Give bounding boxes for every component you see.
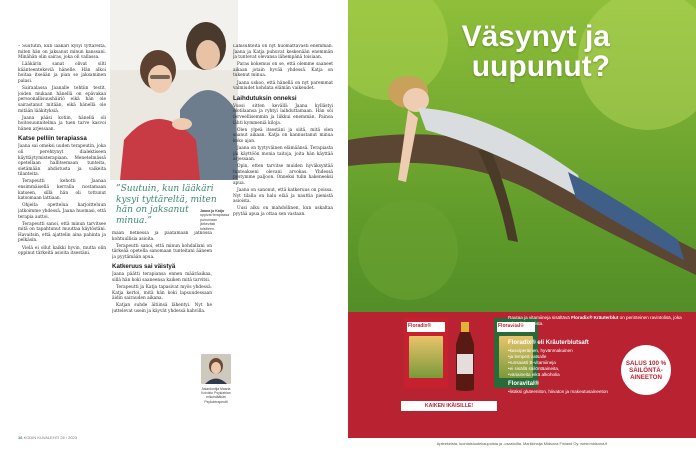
mother-daughter-photo <box>110 0 238 180</box>
body-paragraph: Opin, etten tarvitse muiden hyväksyntää tunteakseni olevani arvokas. Yhdessä pystymme paljoon. Onneksi tulin hakeneeksi apua. <box>233 164 333 186</box>
page-folio <box>18 435 77 440</box>
bottle-icon <box>452 322 478 392</box>
product-box-floradix <box>404 318 448 388</box>
feature-item: • ja lempeä vatsalle <box>508 354 626 360</box>
article-column-3 <box>233 44 333 424</box>
ad-footer-text: Apteekeista, luontaistuotekaupoista ja -osastoilta. Markkinoija Midsona Finland Oy. www.midsona.fi <box>436 441 608 446</box>
expert-caption: Asiantuntija Maaria Koivisto Psykiatrian erikoislääkäri Psykoterapeutti <box>201 387 231 404</box>
body-paragraph: Paras kokemus on se, että olemme saaneet aikaan jotain hyvää yhdessä. Katja on tukenut minua. <box>233 62 333 79</box>
subheading: Katse pelliin terapiassa <box>18 135 87 143</box>
feature-item: • runsaasti B-vitamiineja <box>508 360 626 366</box>
body-paragraph: Terapeutti ja Katja tapasivat myös yhdessä. Katja kertoi, mitä hän koki lapsuudessaan äidin sairauden aikana. <box>112 285 212 302</box>
subheading: Laihdutuksin onneksi <box>233 94 297 102</box>
caption-names: Jaana ja Katja <box>200 209 224 213</box>
page-number: 16 <box>18 435 23 440</box>
body-paragraph: Jaana sai omeksi uuden terapeutin, joka oli perehtynyt dialektiseen käyttäytymisterapiaan. Menetelmässä opetellaan hallitsemaan tunteita, sietämään ahdistusta ja vaikeita tilanteita. <box>18 144 106 178</box>
features-list-2 <box>508 389 626 395</box>
body-paragraph: Terapeutti sanoi, että minun tarvitsee mitä on tapahtunut muuttaa käytöstäni. Havaitsin, että ajattelin aina pahinta ja pelkäsin. <box>18 221 106 244</box>
ad-headline: Väsynyt ja uupunut? <box>461 20 610 83</box>
body-paragraph: Lähisuhteita on nyt huomattavasti enemmän. Jaana ja Katja puhuvat keskenään enemmän ja tuntevat olevansa lähempänä toisiaan. <box>233 44 333 61</box>
magazine-issue: KODIN KUVALEHTI 26 / 2023 <box>23 435 78 440</box>
features-list <box>508 348 626 378</box>
body-paragraph: Terapeutti kehotti Jaanaa ensimmäisellä kerralla nostamaan katseen, sillä hän oli tottunut katsomaan lattiaan. <box>18 179 106 202</box>
feature-item: • ei sisällä säilöntäaineita, <box>508 366 626 372</box>
body-paragraph: Jaana on tyytyväinen elämäänsä. Terapiasta jäi käyttöön monia taitoja, joita hän käyttää arjessaan. <box>233 145 333 163</box>
product-features <box>508 340 626 395</box>
product-name: Floravital® <box>498 323 524 329</box>
body-paragraph: mään hetkessä ja päätämään jatkossa kohtuullisia asioita. <box>112 231 212 242</box>
body-paragraph: Katjan suhde äitiinsä lähentyi. Nyt he juttelevat usein ja käyvät yhdessä kahvilla. <box>112 303 212 315</box>
article-photo <box>110 0 238 180</box>
body-paragraph: – Suututin, kun lääkäri kysyi tyttäreltä, miten hän on jaksanut minun kanssani. Minähän olin sairas, joka oli vallassa. <box>18 44 106 61</box>
body-paragraph: Jaana on sanonut, että katkeruus on poissa. Nyt tilalla on halu elää ja nauttia pienistä asioista. <box>233 188 333 205</box>
body-paragraph: Jaana pääsi kotiin, hänellä oli hoitosuunnitelma ja tuen tarve kasvoi hänen arjessaan. <box>18 115 106 132</box>
feature-item: • kasviperäinen, hyvänmakuinen <box>508 348 626 354</box>
age-banner: KAIKEN IKÄISILLE! <box>400 400 498 412</box>
caption-text: oppivat terapiassa puhumaan järkevästi toisilleen. <box>200 213 230 231</box>
body-paragraph: Jaana päätti terapiansa ennen määräaikaa, sillä hän koki saaneensa kaiken mitä tarvitsi. <box>112 272 212 284</box>
body-paragraph: Lääkärin sanat olivat silti käänteentekeviä hänelle. Hän alkoi hoitaa itseään ja pian se jaksaminen palasi. <box>18 62 106 85</box>
body-paragraph: Terapeutti sanoi, että minun kohdallani on tärkeää opetella sanomaan tunteitani ääneen ja pyytämään apua. <box>112 243 212 260</box>
advertisement-page <box>348 0 696 450</box>
body-paragraph: Vielä ei ollut kaikki hyvin, mutta olin oppinut tärkeitä asioita itsestäni. <box>18 245 106 257</box>
product-name: Floradix® <box>408 323 432 329</box>
pull-quote: ”Suutuin, kun lääkäri kysyi tyttäreltä, miten hän on jaksanut minua.” <box>116 184 217 226</box>
subheading: Katkeruus sai väistyä <box>112 263 176 271</box>
expert-portrait <box>201 354 231 384</box>
body-paragraph: Jaana uskoo, että hänellä on nyt paremmat valmiudet kohdata elämän vaikeudet. <box>233 80 333 92</box>
body-paragraph: Vuosi sitten kevällä Jaana kyllästyi olotilaansa ja ryhtyi laihduttamaan. Hän söi terveellisemmin ja liikkui enemmän. Painoa lähti kymmeniä kiloja. <box>233 103 333 126</box>
ad-intro-text: Rautaa ja vitamiineja sisältävä Floradix® Kräuterblut on perinteinen ravintolisä, joka tukee jaksamista. <box>508 315 682 326</box>
article-column-2 <box>112 231 212 426</box>
body-paragraph: Sairaalassa Jaanalle tehtiin testit, joiden mukaan hänellä on epävakaa persoonallisuushäiriö eikä hän ole sairastanut mitään, eikä hänellä ole mitään lääkityksiä. <box>18 86 106 114</box>
feature-item: • väriaineita eikä alkoholia <box>508 372 626 378</box>
body-paragraph: Uusi alku on mahdollinen, kun uskaltaa pyytää apua ja ottaa sen vastaan. <box>233 206 333 217</box>
body-paragraph: Olen ylpeä itsestäni ja siitä, mitä olen saanut aikaan. Katja on kannustanut minua koko ajan. <box>233 127 333 144</box>
body-paragraph: Ohjeita opettelua harjoitteluun jatkoimme yhdessä. Jaana huomasi, että terapia auttoi. <box>18 203 106 220</box>
preservative-free-badge: SALUS 100 % SÄILÖNTÄ-AINEETON <box>621 345 671 395</box>
features-title-2: Floravital® <box>508 381 540 387</box>
features-title: Floradix® eli Kräuterblutsaft <box>508 340 589 346</box>
portrait-image <box>201 354 231 384</box>
photo-caption <box>200 209 230 231</box>
article-column-1 <box>18 44 106 424</box>
feature-item: • lisäksi gluteeniton, hiivaton ja makeutusaineeton <box>508 389 626 395</box>
